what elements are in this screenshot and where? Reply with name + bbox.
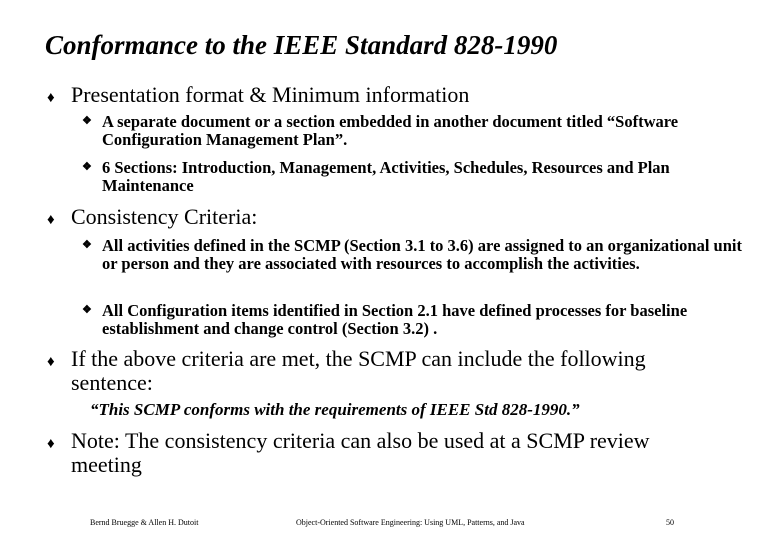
footer-page-number: 50 (666, 518, 674, 527)
bullet-text: Consistency Criteria: (71, 204, 258, 229)
sub-bullet-text: A separate document or a section embedded in another document titled “Software Configuration Management Plan”. (102, 112, 679, 149)
sub-bullet-icon: ❖ (82, 115, 92, 127)
sub-bullet-text: 6 Sections: Introduction, Management, Activities, Schedules, Resources and Plan Maintenance (102, 158, 670, 195)
sub-bullet-icon: ❖ (82, 161, 92, 173)
diamond-bullet-icon: ♦ (47, 354, 55, 370)
diamond-bullet-icon: ♦ (47, 212, 55, 228)
conformance-quote: “This SCMP conforms with the requirements of IEEE Std 828-1990.” (90, 400, 580, 419)
sub-bullet-text: All Configuration items identified in Section 2.1 have defined processes for baseline establishment and change control (Section 3.2) . (102, 301, 688, 338)
bullet-text-line2: sentence: (71, 370, 153, 395)
bullet-text-line2: meeting (71, 452, 142, 477)
footer-authors: Bernd Bruegge & Allen H. Dutoit (90, 518, 199, 527)
footer-book-title: Object-Oriented Software Engineering: Using UML, Patterns, and Java (296, 518, 525, 527)
bullet-text: Presentation format & Minimum information (71, 82, 470, 107)
sub-bullet-icon: ❖ (82, 239, 92, 251)
slide-title: Conformance to the IEEE Standard 828-1990 (45, 30, 558, 60)
bullet-text-line1: If the above criteria are met, the SCMP can include the following (71, 346, 646, 371)
diamond-bullet-icon: ♦ (47, 436, 55, 452)
sub-bullet-icon: ❖ (82, 304, 92, 316)
sub-bullet-text: All activities defined in the SCMP (Section 3.1 to 3.6) are assigned to an organizational unit or person and they are associated with resources to accomplish the activities. (102, 236, 742, 273)
diamond-bullet-icon: ♦ (47, 90, 55, 106)
bullet-text-line1: Note: The consistency criteria can also be used at a SCMP review (71, 428, 650, 453)
